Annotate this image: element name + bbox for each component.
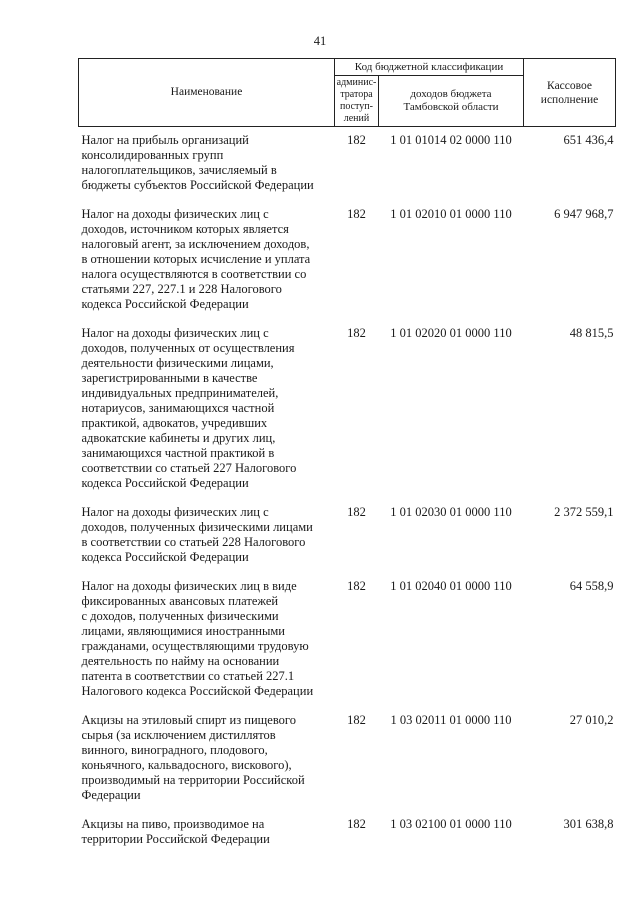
row-name: [79, 201, 335, 320]
row-admin-code: 182: [347, 326, 366, 340]
row-amount: 48 815,5: [569, 326, 614, 340]
row-name-line: деятельность по найму на основании: [81, 654, 280, 668]
row-name-line: бюджеты субъектов Российской Федерации: [81, 178, 314, 192]
header-name: Наименование: [79, 59, 335, 127]
row-name-line: территории Российской Федерации: [81, 832, 270, 846]
row-name-line: Налогового кодекса Российской Федерации: [81, 684, 314, 698]
row-name-line: фиксированных авансовых платежей: [81, 594, 279, 608]
row-name: [79, 499, 335, 573]
header-sum: [524, 59, 616, 127]
row-name-line: соответствии со статьей 227 Налогового: [81, 461, 297, 475]
row-amount: 64 558,9: [569, 579, 614, 593]
row-name-line: налоговый агент, за исключением доходов,: [81, 237, 310, 251]
row-name-line: кодекса Российской Федерации: [81, 476, 249, 490]
row-name-line: адвокатские кабинеты и других лиц,: [81, 431, 276, 445]
row-name-line: деятельности физическими лицами,: [81, 356, 274, 370]
row-name-line: налога осуществляются в соответствии со: [81, 267, 307, 281]
row-income-code: 1 01 02010 01 0000 110: [390, 207, 512, 221]
row-name-line: индивидуальных предпринимателей,: [81, 386, 279, 400]
row-admin-code: 182: [347, 817, 366, 831]
row-admin-code: 182: [347, 207, 366, 221]
row-name: [79, 707, 335, 811]
header-code-group: Код бюджетной классификации: [335, 59, 524, 76]
row-name: [79, 573, 335, 707]
row-name-line: Налог на доходы физических лиц с: [81, 505, 269, 519]
row-amount: 2 372 559,1: [554, 505, 614, 519]
row-name-line: нотариусов, занимающихся частной: [81, 401, 275, 415]
header-admin-line: поступ-: [340, 101, 373, 112]
row-amount: 6 947 968,7: [554, 207, 614, 221]
row-name-line: доходов, полученных от осуществления: [81, 341, 295, 355]
row-income-code: 1 01 02020 01 0000 110: [390, 326, 512, 340]
row-name-line: лицами, являющимися иностранными: [81, 624, 285, 638]
row-name-line: Налог на доходы физических лиц в виде: [81, 579, 297, 593]
row-amount: 301 638,8: [563, 817, 614, 831]
table-row: [79, 201, 616, 320]
row-income-code: 1 01 02030 01 0000 110: [390, 505, 512, 519]
table-row: [79, 127, 616, 202]
row-amount: 651 436,4: [563, 133, 614, 147]
row-name-line: Федерации: [81, 788, 141, 802]
row-name-line: занимающихся частной практикой в: [81, 446, 275, 460]
header-income-line: доходов бюджета: [410, 88, 492, 100]
row-name-line: патента в соответствии со статьей 227.1: [81, 669, 295, 683]
row-income-code: 1 01 01014 02 0000 110: [390, 133, 512, 147]
row-name-line: в соответствии со статьей 228 Налогового: [81, 535, 306, 549]
row-name-line: Налог на прибыль организаций: [81, 133, 249, 147]
row-income-code: 1 03 02011 01 0000 110: [390, 713, 512, 727]
row-name-line: коньячного, кальвадосного, вискового),: [81, 758, 292, 772]
row-name-line: практикой, адвокатов, учредивших: [81, 416, 268, 430]
row-admin-code: 182: [347, 713, 366, 727]
header-income-line: Тамбовской области: [403, 101, 499, 113]
row-name-line: доходов, источником которых является: [81, 222, 289, 236]
table-header: [79, 59, 616, 127]
header-sum-line: исполнение: [540, 93, 599, 106]
table-row: [79, 811, 616, 855]
row-name: [79, 811, 335, 855]
row-income-code: 1 01 02040 01 0000 110: [390, 579, 512, 593]
row-admin-code: 182: [347, 133, 366, 147]
table-row: [79, 573, 616, 707]
header-admin-line: админис-: [336, 77, 377, 88]
row-name-line: зарегистрированными в качестве: [81, 371, 258, 385]
header-admin-line: лений: [343, 113, 370, 124]
row-income-code: 1 03 02100 01 0000 110: [390, 817, 512, 831]
header-admin-line: тратора: [340, 89, 373, 100]
header-admin: [335, 76, 379, 127]
table-body: [79, 127, 616, 856]
row-name-line: винного, виноградного, плодового,: [81, 743, 268, 757]
row-name-line: Налог на доходы физических лиц с: [81, 326, 269, 340]
header-income: [379, 76, 524, 127]
row-name-line: кодекса Российской Федерации: [81, 550, 249, 564]
table-row: [79, 499, 616, 573]
row-admin-code: 182: [347, 579, 366, 593]
header-sum-line: Кассовое: [547, 79, 592, 92]
row-name: [79, 320, 335, 499]
page-number: 41: [313, 34, 327, 48]
row-name-line: Налог на доходы физических лиц с: [81, 207, 269, 221]
row-name: [79, 127, 335, 202]
row-name-line: консолидированных групп: [81, 148, 224, 162]
row-admin-code: 182: [347, 505, 366, 519]
table-row: [79, 707, 616, 811]
row-name-line: Акцизы на этиловый спирт из пищевого: [81, 713, 296, 727]
row-name-line: в отношении которых исчисление и уплата: [81, 252, 311, 266]
row-amount: 27 010,2: [569, 713, 614, 727]
table-row: [79, 320, 616, 499]
row-name-line: производимый на территории Российской: [81, 773, 305, 787]
row-name-line: кодекса Российской Федерации: [81, 297, 249, 311]
row-name-line: Акцизы на пиво, производимое на: [81, 817, 265, 831]
row-name-line: гражданами, осуществляющими трудовую: [81, 639, 309, 653]
row-name-line: с доходов, полученных физическими: [81, 609, 279, 623]
row-name-line: налогоплательщиков, зачисляемый в: [81, 163, 277, 177]
budget-revenue-table: [78, 58, 616, 855]
row-name-line: доходов, полученных физическими лицами: [81, 520, 313, 534]
row-name-line: статьями 227, 227.1 и 228 Налогового: [81, 282, 282, 296]
row-name-line: сырья (за исключением дистиллятов: [81, 728, 276, 742]
